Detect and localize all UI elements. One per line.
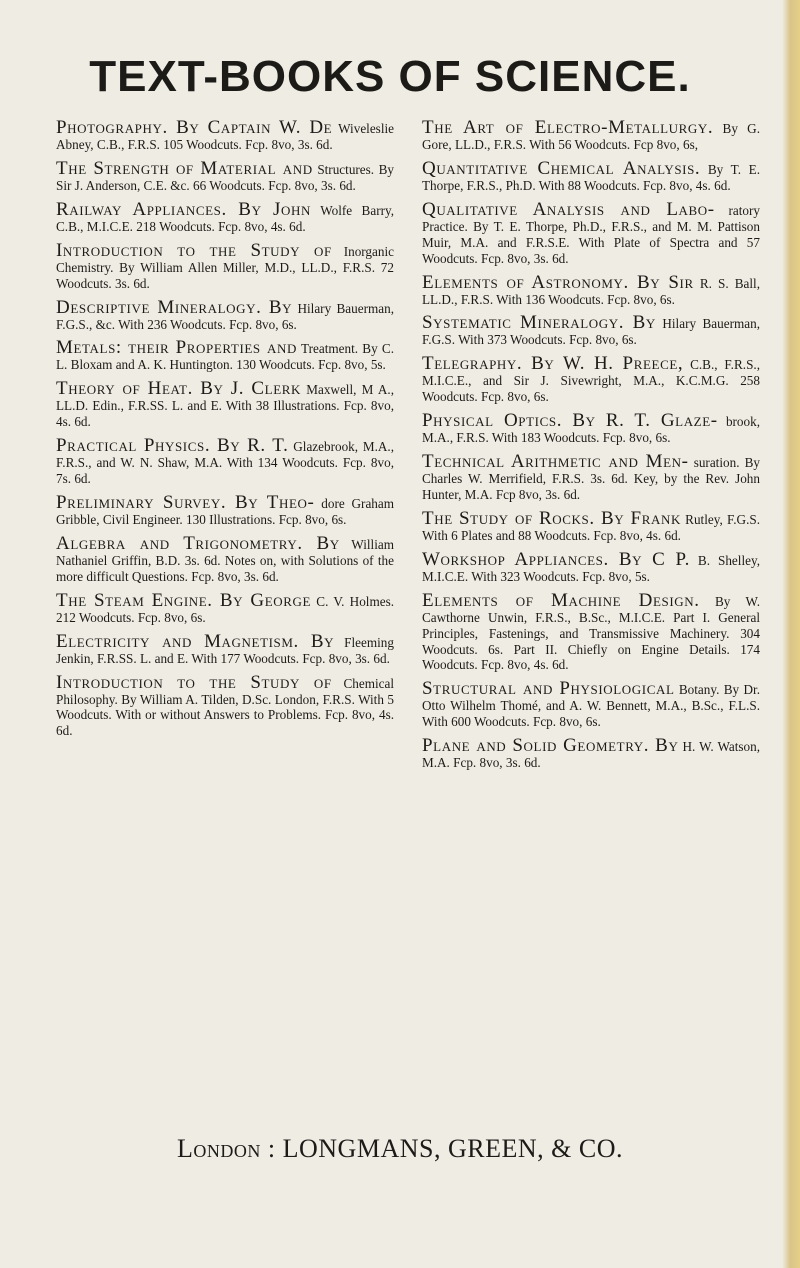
book-details: suration. By Charles W. Merrifield, F.R.S. 3s. 6d. Key, by the Rev. John Hunter, M.A. Fcp 8vo, 3s. 6d. bbox=[422, 455, 760, 502]
book-entry bbox=[422, 118, 760, 153]
book-title: Algebra and Trigonometry. By bbox=[56, 532, 340, 554]
book-entry bbox=[56, 159, 394, 194]
book-entry bbox=[422, 509, 760, 544]
book-details: dore Graham Gribble, Civil Engineer. 130 Illustrations. Fcp. 8vo, 6s. bbox=[56, 495, 394, 527]
book-entry bbox=[56, 379, 394, 430]
book-title: Practical Physics. By R. T. bbox=[56, 435, 289, 457]
book-title: Elements of Astronomy. By Sir bbox=[422, 271, 694, 293]
book-title: Photography. By Captain W. De bbox=[56, 117, 333, 138]
book-title: The Strength of Material and bbox=[56, 157, 313, 179]
book-details: Fleeming Jenkin, F.R.SS. L. and E. With 177 Woodcuts. Fcp. 8vo, 3s. 6d. bbox=[56, 634, 394, 666]
book-entry bbox=[56, 591, 394, 626]
book-details: Hilary Bauerman, F.G.S., &c. With 236 Woodcuts. Fcp. 8vo, 6s. bbox=[56, 300, 394, 332]
book-entry bbox=[56, 436, 394, 487]
publisher-city: London : bbox=[177, 1134, 276, 1163]
book-title: Technical Arithmetic and Men- bbox=[422, 451, 689, 473]
book-entry bbox=[56, 338, 394, 373]
book-title: Elements of Machine Design. bbox=[422, 589, 700, 611]
book-title: Structural and Physiological bbox=[422, 678, 675, 700]
publisher-name: LONGMANS, GREEN, & CO. bbox=[282, 1134, 623, 1163]
book-details: Rutley, F.G.S. With 6 Plates and 88 Woodcuts. Fcp. 8vo, 4s. 6d. bbox=[422, 511, 761, 543]
book-entry bbox=[56, 298, 394, 333]
book-details: Structures. By Sir J. Anderson, C.E. &c. 66 Woodcuts. Fcp. 8vo, 3s. 6d. bbox=[56, 161, 395, 193]
book-title: Qualitative Analysis and Labo- bbox=[422, 198, 715, 220]
book-entry bbox=[56, 118, 394, 153]
book-details: William Nathaniel Griffin, B.D. 3s. 6d. Notes on, with Solutions of the more difficult Questions. Fcp. 8vo, 3s. 6d. bbox=[56, 536, 394, 584]
book-title: The Steam Engine. By George bbox=[56, 589, 312, 611]
publisher-imprint bbox=[0, 1134, 800, 1164]
left-column bbox=[56, 118, 394, 745]
book-title: Railway Appliances. By John bbox=[56, 198, 312, 220]
book-entry bbox=[56, 673, 394, 740]
book-details: Maxwell, M A., LL.D. Edin., F.R.SS. L. and E. With 38 Illustrations. Fcp. 8vo, 4s. 6d. bbox=[56, 382, 394, 430]
book-entry bbox=[422, 452, 760, 503]
book-title: Introduction to the Study of bbox=[56, 671, 332, 693]
book-details: Wolfe Barry, C.B., M.I.C.E. 218 Woodcuts. Fcp. 8vo, 4s. 6d. bbox=[56, 202, 395, 234]
book-details: Glazebrook, M.A., F.R.S., and W. N. Shaw, M.A. With 134 Woodcuts. Fcp. 8vo, 7s. 6d. bbox=[56, 439, 395, 487]
book-entry bbox=[56, 493, 394, 528]
book-details: ratory Practice. By T. E. Thorpe, Ph.D., F.R.S., and M. M. Pattison Muir, M.A. and F.R.S.E. With Plate of Spectra and 57 Woodcuts. Fcp. 8vo, 3s. 6d. bbox=[422, 202, 760, 266]
book-title: Descriptive Mineralogy. By bbox=[56, 296, 293, 318]
book-details: Hilary Bauerman, F.G.S. With 373 Woodcuts. Fcp. 8vo, 6s. bbox=[422, 316, 761, 348]
book-title: Introduction to the Study of bbox=[56, 239, 332, 261]
book-title: Electricity and Magnetism. By bbox=[56, 630, 335, 652]
book-entry bbox=[422, 550, 760, 585]
book-entry bbox=[56, 632, 394, 667]
book-title: The Art of Electro-Metallurgy. bbox=[422, 117, 714, 138]
book-entry bbox=[56, 200, 394, 235]
book-details: By T. E. Thorpe, F.R.S., Ph.D. With 88 Woodcuts. Fcp. 8vo, 4s. 6d. bbox=[422, 161, 761, 193]
book-title: Plane and Solid Geometry. By bbox=[422, 735, 679, 757]
book-details: C.B., F.R.S., M.I.C.E., and Sir J. Sivewright, M.A., K.C.M.G. 258 Woodcuts. Fcp. 8vo, 6s. bbox=[422, 357, 760, 405]
book-entry bbox=[422, 736, 760, 771]
right-column bbox=[422, 118, 760, 777]
book-title: Workshop Appliances. By C P. bbox=[422, 548, 690, 570]
book-details: By W. Cawthorne Unwin, F.R.S., B.Sc., M.I.C.E. Part I. General Principles, Fastenings, and Transmissive Machinery. 304 Woodcuts. 6s. Part II. Chiefly on Engine Details. 174 Woodcuts. Fcp. 8vo, 4s. 6d. bbox=[422, 593, 761, 673]
book-entry bbox=[422, 313, 760, 348]
book-entry bbox=[422, 200, 760, 267]
book-entry bbox=[422, 273, 760, 308]
book-details: By G. Gore, LL.D., F.R.S. With 56 Woodcuts. Fcp 8vo, 6s, bbox=[422, 121, 760, 152]
book-details: H. W. Watson, M.A. Fcp. 8vo, 3s. 6d. bbox=[422, 739, 760, 771]
book-title: Physical Optics. By R. T. Glaze- bbox=[422, 410, 718, 432]
book-entry bbox=[422, 411, 760, 446]
book-entry bbox=[422, 679, 760, 730]
book-details: C. V. Holmes. 212 Woodcuts. Fcp. 8vo, 6s. bbox=[56, 593, 395, 625]
book-title: Telegraphy. By W. H. Preece, bbox=[422, 353, 684, 375]
book-entry bbox=[56, 241, 394, 292]
page-edge bbox=[782, 0, 800, 1268]
book-entry bbox=[422, 159, 760, 194]
book-details: brook, M.A., F.R.S. With 183 Woodcuts. Fcp. 8vo, 6s. bbox=[422, 414, 761, 446]
book-title: Quantitative Chemical Analysis. bbox=[422, 157, 701, 179]
book-details: Wiveleslie Abney, C.B., F.R.S. 105 Woodcuts. Fcp. 8vo, 3s. 6d. bbox=[56, 121, 395, 152]
book-title: Preliminary Survey. By Theo- bbox=[56, 491, 315, 513]
book-details: R. S. Ball, LL.D., F.R.S. With 136 Woodcuts. Fcp. 8vo, 6s. bbox=[422, 275, 761, 307]
book-title: The Study of Rocks. By Frank bbox=[422, 507, 681, 529]
book-entry bbox=[422, 354, 760, 405]
book-title: Metals: their Properties and bbox=[56, 337, 298, 359]
book-details: Chemical Philosophy. By William A. Tilden, D.Sc. London, F.R.S. With 5 Woodcuts. With or without Answers to Problems. Fcp. 8vo, 4s. 6d. bbox=[56, 675, 394, 739]
book-entry bbox=[422, 591, 760, 674]
book-details: Treatment. By C. L. Bloxam and A. K. Huntington. 130 Woodcuts. Fcp. 8vo, 5s. bbox=[56, 341, 394, 373]
book-details: B. Shelley, M.I.C.E. With 323 Woodcuts. Fcp. 8vo, 5s. bbox=[422, 552, 761, 584]
book-details: Inorganic Chemistry. By William Allen Miller, M.D., LL.D., F.R.S. 72 Woodcuts. 3s. 6d. bbox=[56, 243, 394, 291]
page-title: TEXT-BOOKS OF SCIENCE. bbox=[89, 52, 691, 101]
book-entry bbox=[56, 534, 394, 585]
book-title: Theory of Heat. By J. Clerk bbox=[56, 378, 302, 400]
book-details: Botany. By Dr. Otto Wilhelm Thomé, and A. W. Bennett, M.A., B.Sc., F.L.S. With 600 Woodcuts. Fcp. 8vo, 6s. bbox=[422, 682, 760, 730]
book-title: Systematic Mineralogy. By bbox=[422, 312, 656, 334]
